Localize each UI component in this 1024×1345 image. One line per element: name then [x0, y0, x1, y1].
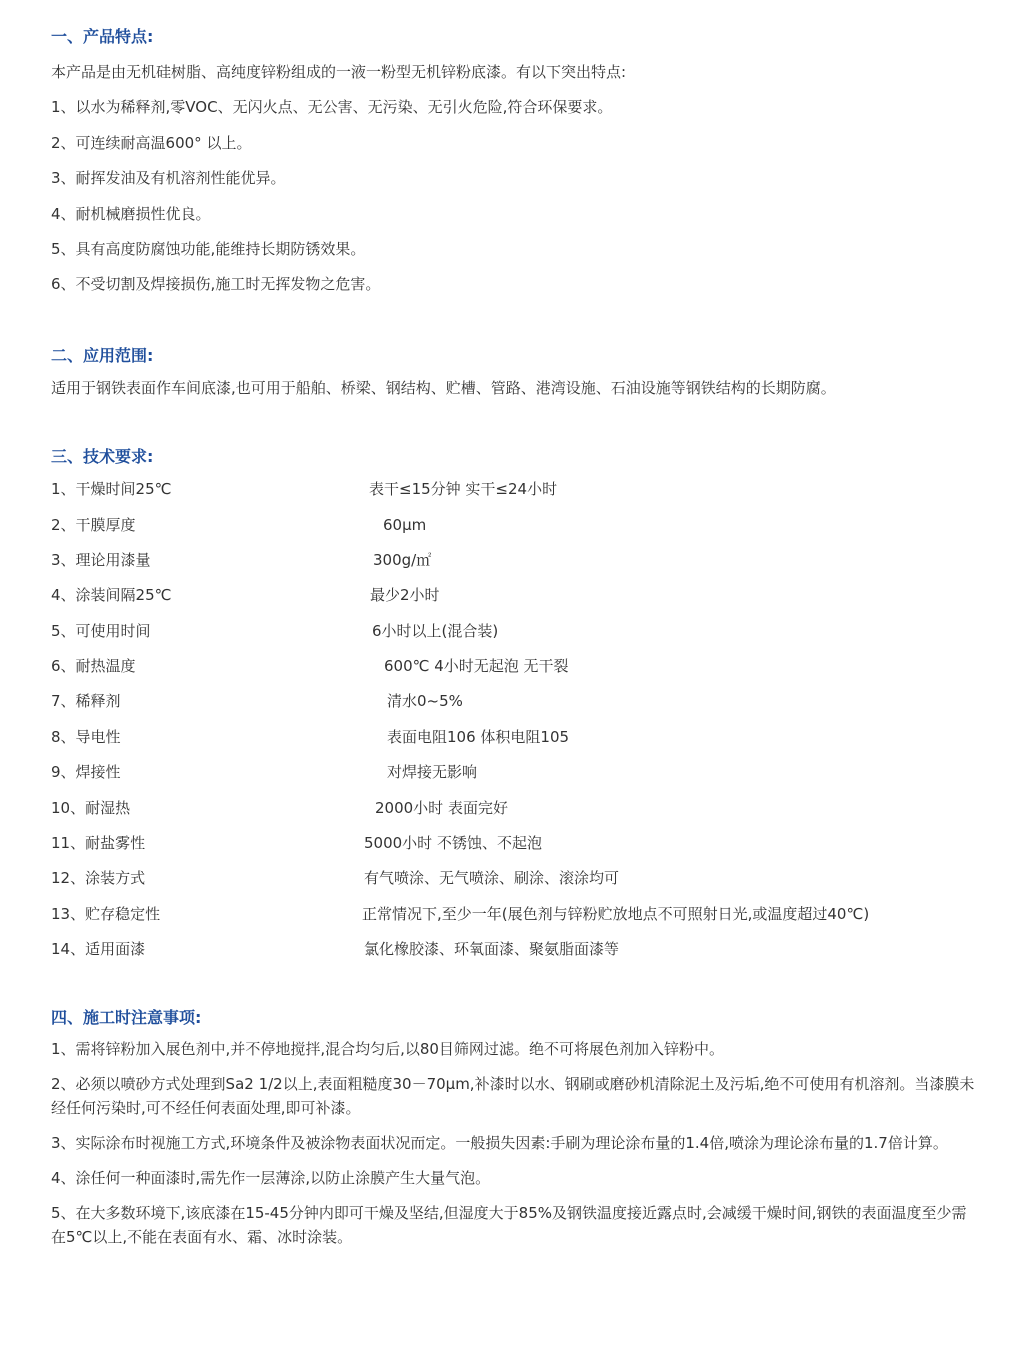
section-technical-requirements — [51, 442, 981, 967]
spec-row — [51, 861, 981, 896]
spec-value: 氯化橡胶漆、环氧面漆、聚氨脂面漆等 — [364, 940, 620, 959]
spec-label: 10、耐湿热 — [51, 798, 131, 817]
spec-label: 8、导电性 — [51, 727, 121, 746]
spec-row — [51, 932, 981, 967]
spec-table — [51, 472, 981, 967]
section-heading-tech: 三、技术要求: — [51, 447, 154, 467]
spec-value: 最少2小时 — [370, 586, 440, 605]
spec-label: 6、耐热温度 — [51, 657, 136, 676]
spec-label: 12、涂装方式 — [51, 869, 146, 888]
spec-value: 2000小时 表面完好 — [375, 798, 508, 817]
note-item: 3、实际涂布时视施工方式,环境条件及被涂物表面状况而定。一般损失因素:手刷为理论涂布量的1.4倍,喷涂为理论涂布量的1.7倍计算。 — [51, 1133, 948, 1152]
spec-row — [51, 684, 981, 719]
spec-label: 9、焊接性 — [51, 763, 121, 782]
spec-label: 7、稀释剂 — [51, 692, 121, 711]
feature-item: 4、耐机械磨损性优良。 — [51, 204, 211, 223]
spec-row — [51, 826, 981, 861]
features-intro: 本产品是由无机硅树脂、高纯度锌粉组成的一液一粉型无机锌粉底漆。有以下突出特点: — [51, 63, 627, 81]
spec-label: 3、理论用漆量 — [51, 550, 151, 569]
spec-row — [51, 720, 981, 755]
spec-value: 300g/㎡ — [373, 550, 432, 569]
feature-item: 6、不受切割及焊接损伤,施工时无挥发物之危害。 — [51, 275, 381, 294]
feature-item: 3、耐挥发油及有机溶剂性能优异。 — [51, 169, 286, 188]
spec-value: 60μm — [383, 515, 427, 534]
spec-value: 正常情况下,至少一年(展色剂与锌粉贮放地点不可照射日光,或温度超过40℃) — [362, 904, 870, 923]
spec-value: 6小时以上(混合装) — [372, 621, 499, 640]
spec-label: 11、耐盐雾性 — [51, 834, 146, 853]
feature-item: 1、以水为稀释剂,零VOC、无闪火点、无公害、无污染、无引火危险,符合环保要求。 — [51, 98, 613, 117]
spec-label: 14、适用面漆 — [51, 940, 146, 959]
document-page — [51, 22, 981, 1260]
section-construction-notes — [51, 1003, 981, 1249]
spec-row — [51, 614, 981, 649]
spec-row — [51, 578, 981, 613]
spec-row — [51, 897, 981, 932]
spec-value: 有气喷涂、无气喷涂、刷涂、滚涂均可 — [364, 869, 620, 888]
spec-value: 表面电阻106 体积电阻105 — [387, 727, 570, 746]
spec-label: 5、可使用时间 — [51, 621, 151, 640]
spec-value: 5000小时 不锈蚀、不起泡 — [364, 834, 542, 853]
spec-label: 13、贮存稳定性 — [51, 904, 161, 923]
feature-item: 5、具有高度防腐蚀功能,能维持长期防锈效果。 — [51, 239, 366, 258]
spec-label: 2、干膜厚度 — [51, 515, 136, 534]
spec-row — [51, 472, 981, 507]
spec-value: 600℃ 4小时无起泡 无干裂 — [384, 657, 569, 676]
spec-value: 对焊接无影响 — [387, 763, 478, 782]
section-heading-notes: 四、施工时注意事项: — [51, 1007, 202, 1027]
feature-item: 2、可连续耐高温600° 以上。 — [51, 133, 252, 152]
section-heading-features: 一、产品特点: — [51, 27, 154, 46]
section-application-scope — [51, 341, 981, 406]
section-heading-scope: 二、应用范围: — [51, 345, 154, 365]
spec-row — [51, 543, 981, 578]
note-item: 5、在大多数环境下,该底漆在15-45分钟内即可干燥及坚结,但湿度大于85%及钢铁温度接近露点时,会减缓干燥时间,钢铁的表面温度至少需在5℃以上,不能在表面有水、霜、冰时涂装。 — [51, 1203, 967, 1246]
spec-label: 1、干燥时间25℃ — [51, 480, 172, 499]
spec-row — [51, 755, 981, 790]
note-item: 4、涂任何一种面漆时,需先作一层薄涂,以防止涂膜产生大量气泡。 — [51, 1168, 491, 1187]
spec-value: 表干≤15分钟 实干≤24小时 — [369, 480, 558, 499]
spec-value: 清水0~5% — [387, 692, 463, 711]
note-item: 1、需将锌粉加入展色剂中,并不停地搅拌,混合均匀后,以80目筛网过滤。绝不可将展色剂加入锌粉中。 — [51, 1039, 724, 1058]
spec-row — [51, 649, 981, 684]
note-item: 2、必须以喷砂方式处理到Sa2 1/2以上,表面粗糙度30－70μm,补漆时以水、钢刷或磨砂机清除泥土及污垢,绝不可使用有机溶剂。当漆膜未经任何污染时,可不经任何表面处理,即可补漆。 — [51, 1074, 975, 1117]
scope-text: 适用于钢铁表面作车间底漆,也可用于船舶、桥梁、钢结构、贮槽、管路、港湾设施、石油设施等钢铁结构的长期防腐。 — [51, 378, 836, 397]
spec-label: 4、涂装间隔25℃ — [51, 586, 172, 605]
spec-row — [51, 791, 981, 826]
section-product-features — [51, 22, 981, 303]
spec-row — [51, 508, 981, 543]
